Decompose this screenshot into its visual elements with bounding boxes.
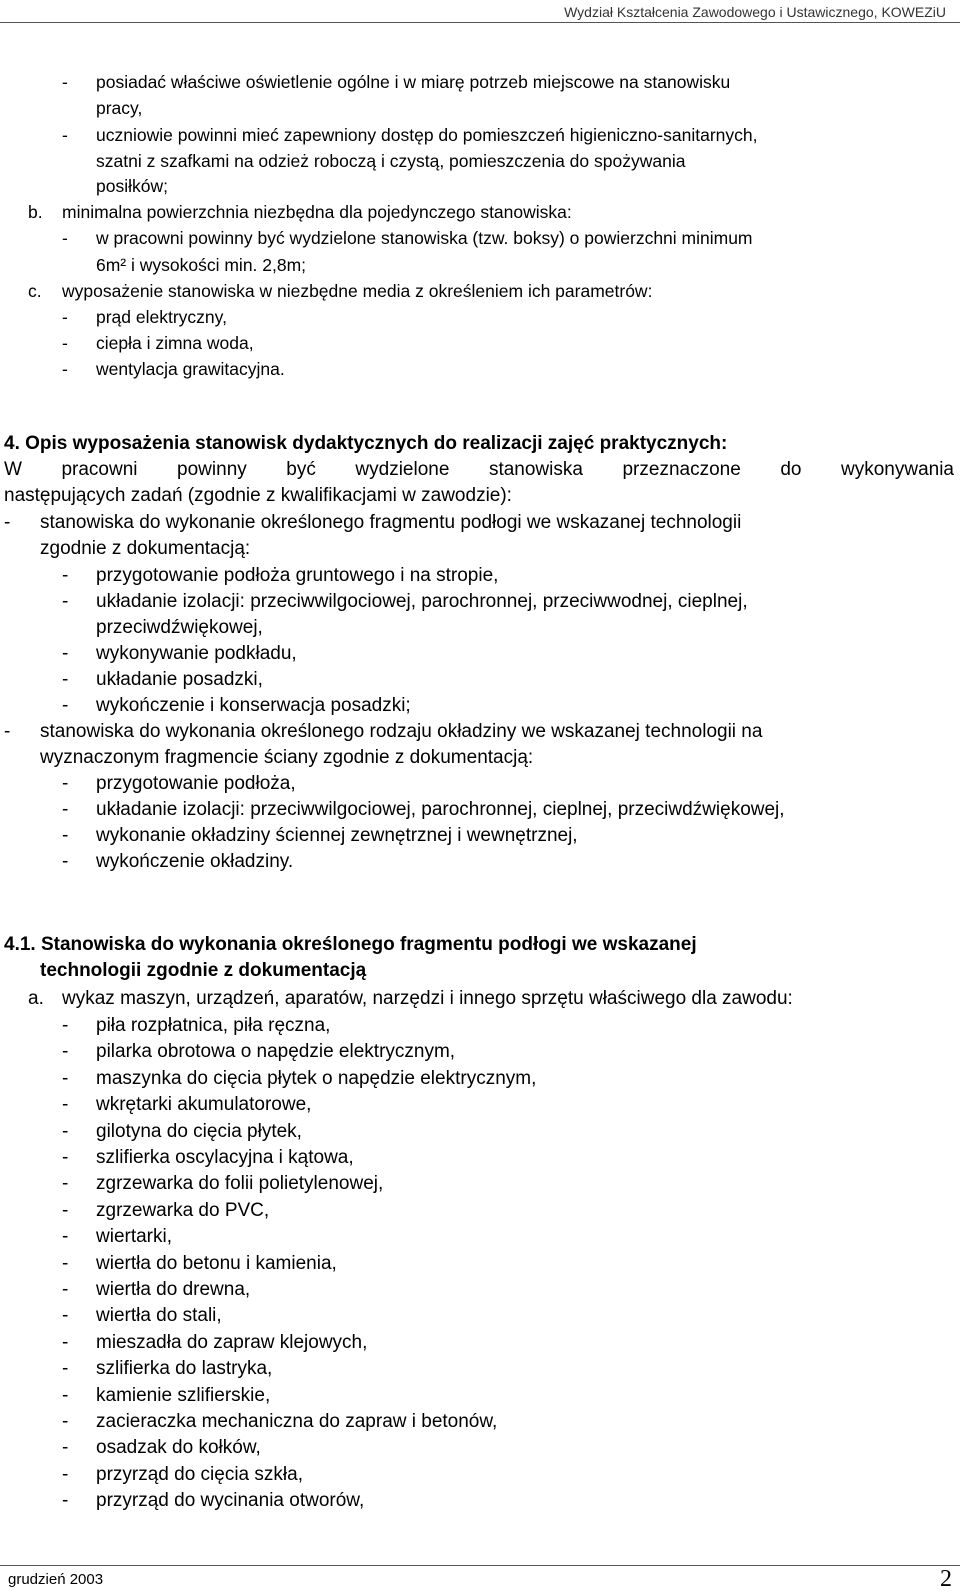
list-item: przygotowanie podłoża gruntowego i na stropie, xyxy=(96,565,499,586)
list-item-line: szatni z szafkami na odzież roboczą i czystą, pomieszczenia do spożywania xyxy=(96,151,686,171)
list-item: układanie izolacji: przeciwwilgociowej, parochronnej, cieplnej, przeciwdźwiękowej, xyxy=(96,799,785,820)
list-dash: - xyxy=(4,512,11,533)
list-item-line: 6m² i wysokości min. 2,8m; xyxy=(96,255,307,275)
list-item: ciepła i zimna woda, xyxy=(96,333,254,353)
equipment-item: kamienie szlifierskie, xyxy=(96,1385,271,1406)
list-dash: - xyxy=(4,721,11,742)
list-item-line: stanowiska do wykonanie określonego fragmentu podłogi we wskazanej technologii xyxy=(40,512,742,533)
page-header-title: Wydział Kształcenia Zawodowego i Ustawicznego, KOWEZiU xyxy=(564,4,946,20)
list-dash: - xyxy=(62,695,69,716)
list-dash: - xyxy=(62,1411,69,1432)
list-item-line: stanowiska do wykonania określonego rodzaju okładziny we wskazanej technologii na xyxy=(40,721,763,742)
list-dash: - xyxy=(62,825,69,846)
equipment-item: przyrząd do cięcia szkła, xyxy=(96,1464,303,1485)
list-item-line: wyznaczonym fragmencie ściany zgodnie z dokumentacją: xyxy=(40,747,534,768)
list-item: wykończenie okładziny. xyxy=(96,851,294,872)
equipment-item: zgrzewarka do folii polietylenowej, xyxy=(96,1173,384,1194)
list-marker-a: a. xyxy=(28,988,44,1009)
equipment-item: pilarka obrotowa o napędzie elektrycznym, xyxy=(96,1041,456,1062)
list-dash: - xyxy=(62,333,68,353)
list-dash: - xyxy=(62,643,69,664)
list-item-line: posiłków; xyxy=(96,176,168,196)
equipment-item: piła rozpłatnica, piła ręczna, xyxy=(96,1015,331,1036)
equipment-item: wiertła do stali, xyxy=(96,1305,222,1326)
footer-date: grudzień 2003 xyxy=(8,1571,104,1588)
list-dash: - xyxy=(62,1173,69,1194)
paragraph-line: następujących zadań (zgodnie z kwalifikacjami w zawodzie): xyxy=(4,485,512,506)
equipment-item: zacieraczka mechaniczna do zapraw i betonów, xyxy=(96,1411,498,1432)
list-dash: - xyxy=(62,1015,69,1036)
list-dash: - xyxy=(62,1279,69,1300)
equipment-item: wkrętarki akumulatorowe, xyxy=(96,1094,312,1115)
list-dash: - xyxy=(62,1121,69,1142)
equipment-item: wiertła do drewna, xyxy=(96,1279,251,1300)
page-number: 2 xyxy=(940,1566,952,1592)
list-dash: - xyxy=(62,1305,69,1326)
equipment-item: szlifierka do lastryka, xyxy=(96,1358,273,1379)
list-dash: - xyxy=(62,359,68,379)
list-item-c: wyposażenie stanowiska w niezbędne media z określeniem ich parametrów: xyxy=(62,281,653,301)
list-dash: - xyxy=(62,1358,69,1379)
list-dash: - xyxy=(62,1226,69,1247)
list-dash: - xyxy=(62,1147,69,1168)
list-dash: - xyxy=(62,307,68,327)
list-item-line: posiadać właściwe oświetlenie ogólne i w miarę potrzeb miejscowe na stanowisku xyxy=(96,72,731,92)
equipment-item: wiertła do betonu i kamienia, xyxy=(96,1253,337,1274)
list-dash: - xyxy=(62,1490,69,1511)
equipment-item: szlifierka oscylacyjna i kątowa, xyxy=(96,1147,354,1168)
footer-divider xyxy=(0,1565,960,1566)
equipment-item: osadzak do kołków, xyxy=(96,1437,261,1458)
list-item-line: w pracowni powinny być wydzielone stanowiska (tzw. boksy) o powierzchni minimum xyxy=(96,228,753,248)
list-dash: - xyxy=(62,228,68,248)
paragraph-line: W pracowni powinny być wydzielone stanowiska przeznaczone do wykonywania xyxy=(4,459,954,480)
subsection-heading: technologii zgodnie z dokumentacją xyxy=(40,960,367,981)
list-dash: - xyxy=(62,1041,69,1062)
list-item-a: wykaz maszyn, urządzeń, aparatów, narzędzi i innego sprzętu właściwego dla zawodu: xyxy=(62,988,793,1009)
list-marker-b: b. xyxy=(28,202,43,222)
equipment-item: przyrząd do wycinania otworów, xyxy=(96,1490,365,1511)
list-dash: - xyxy=(62,1437,69,1458)
list-item: prąd elektryczny, xyxy=(96,307,227,327)
equipment-item: maszynka do cięcia płytek o napędzie elektrycznym, xyxy=(96,1068,537,1089)
list-item: wykonywanie podkładu, xyxy=(96,643,297,664)
list-dash: - xyxy=(62,1464,69,1485)
list-item-line: przeciwdźwiękowej, xyxy=(96,617,263,638)
list-item: wykończenie i konserwacja posadzki; xyxy=(96,695,411,716)
list-dash: - xyxy=(62,565,69,586)
list-dash: - xyxy=(62,799,69,820)
list-dash: - xyxy=(62,1332,69,1353)
section-heading: 4. Opis wyposażenia stanowisk dydaktycznych do realizacji zajęć praktycznych: xyxy=(4,433,728,454)
list-item-line: pracy, xyxy=(96,98,143,118)
equipment-item: gilotyna do cięcia płytek, xyxy=(96,1121,302,1142)
list-dash: - xyxy=(62,125,68,145)
list-marker-c: c. xyxy=(28,281,42,301)
list-item-line: zgodnie z dokumentacją: xyxy=(40,538,251,559)
list-item: układanie posadzki, xyxy=(96,669,263,690)
list-item: wykonanie okładziny ściennej zewnętrznej i wewnętrznej, xyxy=(96,825,578,846)
list-dash: - xyxy=(62,1068,69,1089)
list-dash: - xyxy=(62,591,69,612)
list-dash: - xyxy=(62,1200,69,1221)
list-item: wentylacja grawitacyjna. xyxy=(96,359,285,379)
list-dash: - xyxy=(62,851,69,872)
equipment-item: zgrzewarka do PVC, xyxy=(96,1200,270,1221)
list-dash: - xyxy=(62,1094,69,1115)
list-item-line: uczniowie powinni mieć zapewniony dostęp do pomieszczeń higieniczno-sanitarnych, xyxy=(96,125,758,145)
header-divider xyxy=(0,22,960,23)
list-dash: - xyxy=(62,1385,69,1406)
list-dash: - xyxy=(62,1253,69,1274)
subsection-heading: 4.1. Stanowiska do wykonania określonego fragmentu podłogi we wskazanej xyxy=(4,934,697,955)
list-dash: - xyxy=(62,773,69,794)
equipment-item: wiertarki, xyxy=(96,1226,173,1247)
list-item: układanie izolacji: przeciwwilgociowej, parochronnej, przeciwwodnej, cieplnej, xyxy=(96,591,748,612)
list-item-b: minimalna powierzchnia niezbędna dla pojedynczego stanowiska: xyxy=(62,202,572,222)
list-item: przygotowanie podłoża, xyxy=(96,773,296,794)
equipment-item: mieszadła do zapraw klejowych, xyxy=(96,1332,368,1353)
list-dash: - xyxy=(62,72,68,92)
list-dash: - xyxy=(62,669,69,690)
